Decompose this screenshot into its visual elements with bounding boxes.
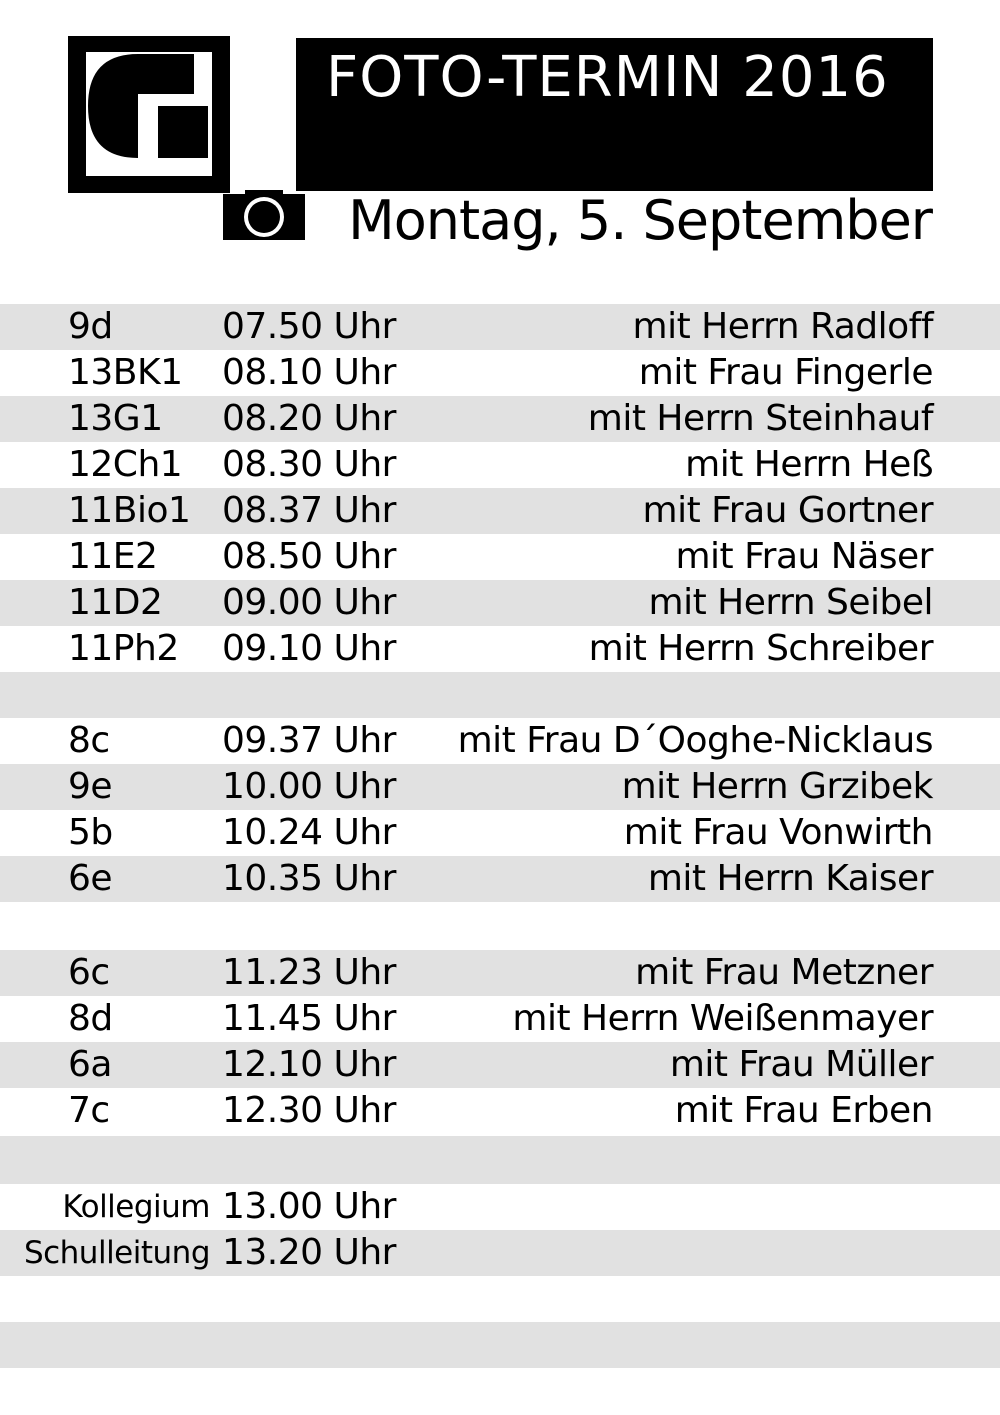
table-row — [0, 1184, 1000, 1230]
time-cell: 08.30 Uhr — [222, 444, 396, 485]
teacher-cell: mit Frau Erben — [674, 1090, 933, 1131]
class-cell: 6a — [68, 1044, 112, 1085]
time-cell: 08.20 Uhr — [222, 398, 396, 439]
class-cell: Schulleitung — [23, 1235, 210, 1271]
class-cell: 11E2 — [68, 536, 158, 577]
teacher-cell: mit Herrn Seibel — [648, 582, 933, 623]
class-cell: 8c — [68, 720, 110, 761]
class-cell: 11Ph2 — [68, 628, 179, 669]
class-cell: 7c — [68, 1090, 110, 1131]
class-cell: 6e — [68, 858, 113, 899]
teacher-cell: mit Herrn Kaiser — [647, 858, 933, 899]
teacher-cell: mit Herrn Schreiber — [588, 628, 933, 669]
teacher-cell: mit Frau Gortner — [642, 490, 933, 531]
class-cell: 9e — [68, 766, 113, 807]
table-row — [0, 810, 1000, 856]
table-row — [0, 534, 1000, 580]
teacher-cell: mit Frau D´Ooghe-Nicklaus — [457, 720, 933, 761]
title-banner — [296, 38, 933, 191]
table-row — [0, 856, 1000, 902]
class-cell: 11Bio1 — [68, 490, 191, 531]
time-cell: 11.45 Uhr — [222, 998, 396, 1039]
table-row — [0, 1136, 1000, 1184]
time-cell: 12.10 Uhr — [222, 1044, 396, 1085]
table-row — [0, 764, 1000, 810]
time-cell: 09.00 Uhr — [222, 582, 396, 623]
table-row — [0, 1230, 1000, 1276]
table-row — [0, 488, 1000, 534]
table-row — [0, 1368, 1000, 1415]
time-cell: 08.50 Uhr — [222, 536, 396, 577]
table-row — [0, 672, 1000, 718]
camera-icon — [223, 190, 305, 242]
class-cell: 8d — [68, 998, 113, 1039]
teacher-cell: mit Frau Müller — [669, 1044, 933, 1085]
table-row — [0, 626, 1000, 672]
class-cell: 13G1 — [68, 398, 163, 439]
teacher-cell: mit Herrn Steinhauf — [587, 398, 933, 439]
class-cell: Kollegium — [62, 1189, 210, 1225]
date-heading: Montag, 5. September — [348, 189, 932, 252]
teacher-cell: mit Frau Näser — [675, 536, 933, 577]
time-cell: 13.20 Uhr — [222, 1232, 396, 1273]
table-row — [0, 1322, 1000, 1368]
teacher-cell: mit Herrn Heß — [685, 444, 933, 485]
class-cell: 5b — [68, 812, 113, 853]
time-cell: 10.35 Uhr — [222, 858, 396, 899]
table-row — [0, 396, 1000, 442]
table-row — [0, 442, 1000, 488]
teacher-cell: mit Herrn Radloff — [632, 306, 933, 347]
school-logo-icon — [68, 36, 230, 193]
teacher-cell: mit Herrn Grzibek — [621, 766, 933, 807]
table-row — [0, 304, 1000, 350]
page-title: FOTO-TERMIN 2016 — [326, 45, 889, 110]
teacher-cell: mit Frau Metzner — [635, 952, 933, 993]
class-cell: 9d — [68, 306, 113, 347]
table-row — [0, 902, 1000, 950]
class-cell: 13BK1 — [68, 352, 183, 393]
table-row — [0, 1042, 1000, 1088]
table-row — [0, 718, 1000, 764]
class-cell: 12Ch1 — [68, 444, 183, 485]
time-cell: 08.37 Uhr — [222, 490, 396, 531]
teacher-cell: mit Herrn Weißenmayer — [512, 998, 933, 1039]
table-row — [0, 950, 1000, 996]
time-cell: 13.00 Uhr — [222, 1186, 396, 1227]
time-cell: 12.30 Uhr — [222, 1090, 396, 1131]
time-cell: 08.10 Uhr — [222, 352, 396, 393]
table-row — [0, 1088, 1000, 1136]
table-row — [0, 1276, 1000, 1322]
class-cell: 11D2 — [68, 582, 163, 623]
time-cell: 11.23 Uhr — [222, 952, 396, 993]
table-row — [0, 580, 1000, 626]
table-row — [0, 996, 1000, 1042]
table-row — [0, 350, 1000, 396]
class-cell: 6c — [68, 952, 110, 993]
time-cell: 09.37 Uhr — [222, 720, 396, 761]
time-cell: 09.10 Uhr — [222, 628, 396, 669]
teacher-cell: mit Frau Vonwirth — [623, 812, 933, 853]
time-cell: 07.50 Uhr — [222, 306, 396, 347]
teacher-cell: mit Frau Fingerle — [638, 352, 933, 393]
time-cell: 10.00 Uhr — [222, 766, 396, 807]
time-cell: 10.24 Uhr — [222, 812, 396, 853]
